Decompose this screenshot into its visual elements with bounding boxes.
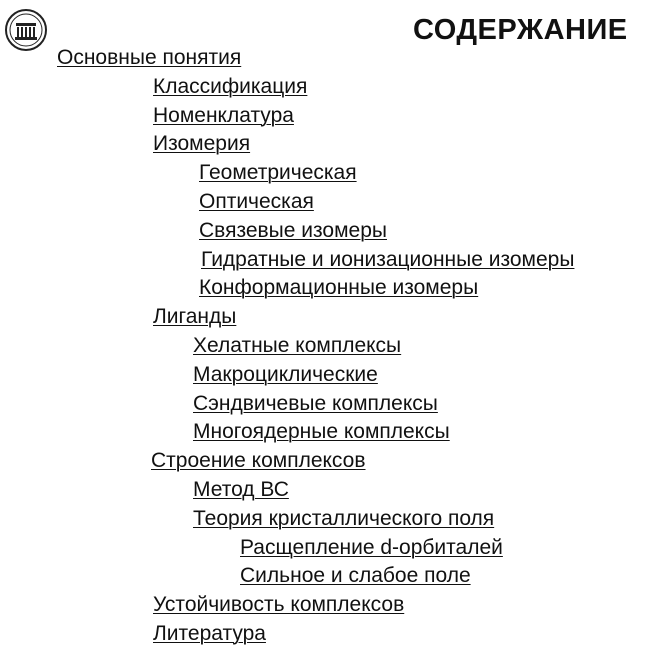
toc-item-vb-method[interactable]: Метод ВС: [193, 478, 289, 501]
toc-item-isomerism[interactable]: Изомерия: [153, 132, 251, 155]
toc-item-complex-stability[interactable]: Устойчивость комплексов: [153, 593, 405, 616]
toc-item-hydrate-ionization-isomers[interactable]: Гидратные и ионизационные изомеры: [201, 248, 575, 271]
toc-item-basic-concepts[interactable]: Основные понятия: [57, 46, 242, 69]
toc-item-sandwich-complexes[interactable]: Сэндвичевые комплексы: [193, 392, 438, 415]
toc-item-d-orbital-splitting[interactable]: Расщепление d-орбиталей: [240, 536, 503, 559]
toc-item-complex-structure[interactable]: Строение комплексов: [151, 449, 366, 472]
toc-item-chelate-complexes[interactable]: Хелатные комплексы: [193, 334, 402, 357]
toc-item-strong-weak-field[interactable]: Сильное и слабое поле: [240, 564, 471, 587]
toc-item-polynuclear-complexes[interactable]: Многоядерные комплексы: [193, 420, 450, 443]
university-logo-icon: [4, 8, 48, 52]
toc-item-nomenclature[interactable]: Номенклатура: [153, 104, 294, 127]
toc-item-classification[interactable]: Классификация: [153, 75, 308, 98]
toc-item-optical[interactable]: Оптическая: [199, 190, 314, 213]
toc-item-conformational-isomers[interactable]: Конформационные изомеры: [199, 276, 479, 299]
toc-item-linkage-isomers[interactable]: Связевые изомеры: [199, 219, 387, 242]
page-title: СОДЕРЖАНИЕ: [413, 14, 628, 46]
toc-item-crystal-field-theory[interactable]: Теория кристаллического поля: [193, 507, 495, 530]
toc-item-ligands[interactable]: Лиганды: [153, 305, 237, 328]
toc-item-geometric[interactable]: Геометрическая: [199, 161, 357, 184]
toc-item-literature[interactable]: Литература: [153, 622, 266, 645]
toc-item-macrocyclic[interactable]: Макроциклические: [193, 363, 378, 386]
